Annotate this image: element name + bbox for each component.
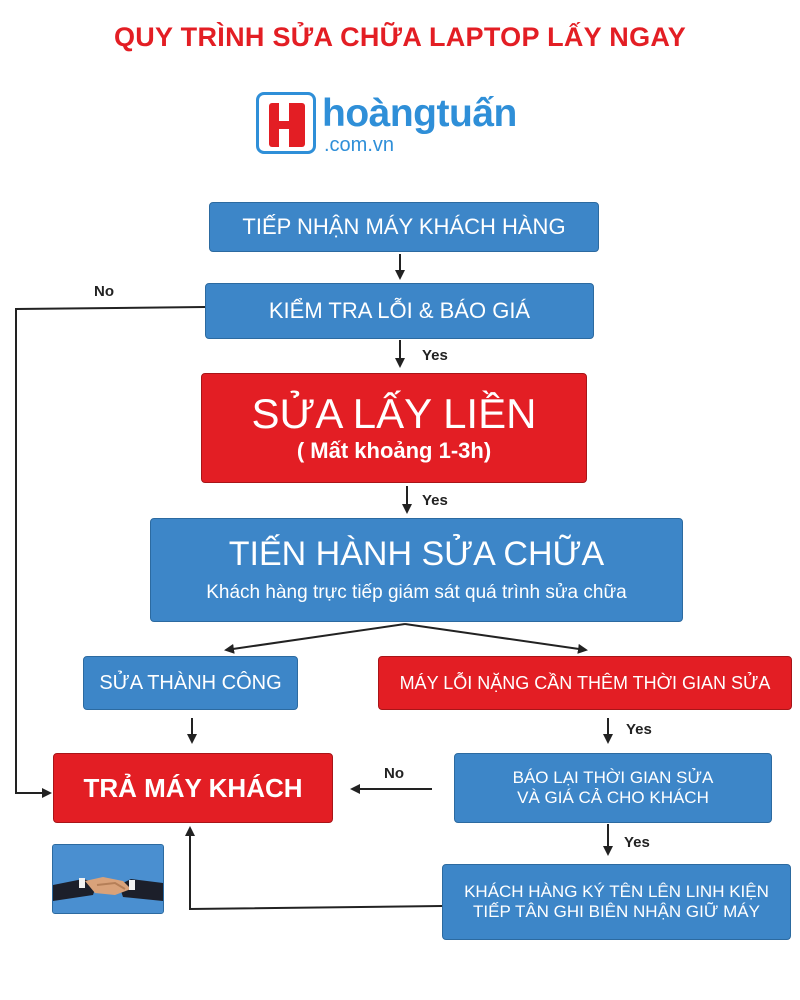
arrow-sign-return (190, 828, 442, 909)
step-return-device: TRẢ MÁY KHÁCH (53, 753, 333, 823)
step-do-repair (150, 518, 683, 622)
handshake-icon (52, 844, 164, 914)
report-line-2: VÀ GIÁ CẢ CHO KHÁCH (517, 788, 709, 807)
label-yes-4: Yes (624, 834, 650, 851)
step-quick-repair (201, 373, 587, 483)
step-report-back (454, 753, 772, 823)
report-line-1: BÁO LẠI THỜI GIAN SỬA (512, 768, 714, 787)
step-success: SỬA THÀNH CÔNG (83, 656, 298, 710)
arrow-repair-success (226, 624, 405, 650)
label-no-mid: No (384, 765, 404, 782)
sign-line-1: KHÁCH HÀNG KÝ TÊN LÊN LINH KIỆN (464, 882, 769, 901)
logo-domain: .com.vn (324, 134, 395, 156)
quick-repair-title: SỬA LẤY LIỀN (251, 390, 537, 437)
arrow-repair-heavy (405, 624, 586, 650)
sign-line-2: TIẾP TÂN GHI BIÊN NHẬN GIỮ MÁY (473, 902, 760, 921)
label-no-top: No (94, 283, 114, 300)
logo-name: hoàngtuấn (322, 92, 517, 135)
do-repair-title: TIẾN HÀNH SỬA CHỮA (228, 535, 605, 573)
step-heavy-fault: MÁY LỖI NẶNG CẦN THÊM THỜI GIAN SỬA (378, 656, 792, 710)
step-check-quote: KIỂM TRA LỖI & BÁO GIÁ (205, 283, 594, 339)
label-yes-3: Yes (626, 721, 652, 738)
do-repair-note: Khách hàng trực tiếp giám sát quá trình sửa chữa (206, 582, 627, 603)
quick-repair-duration: ( Mất khoảng 1-3h) (296, 438, 492, 463)
label-yes-2: Yes (422, 492, 448, 509)
step-receive: TIẾP NHẬN MÁY KHÁCH HÀNG (209, 202, 599, 252)
page-title: QUY TRÌNH SỬA CHỮA LAPTOP LẤY NGAY (113, 22, 687, 52)
step-sign-receipt (442, 864, 791, 940)
label-yes-1: Yes (422, 347, 448, 364)
